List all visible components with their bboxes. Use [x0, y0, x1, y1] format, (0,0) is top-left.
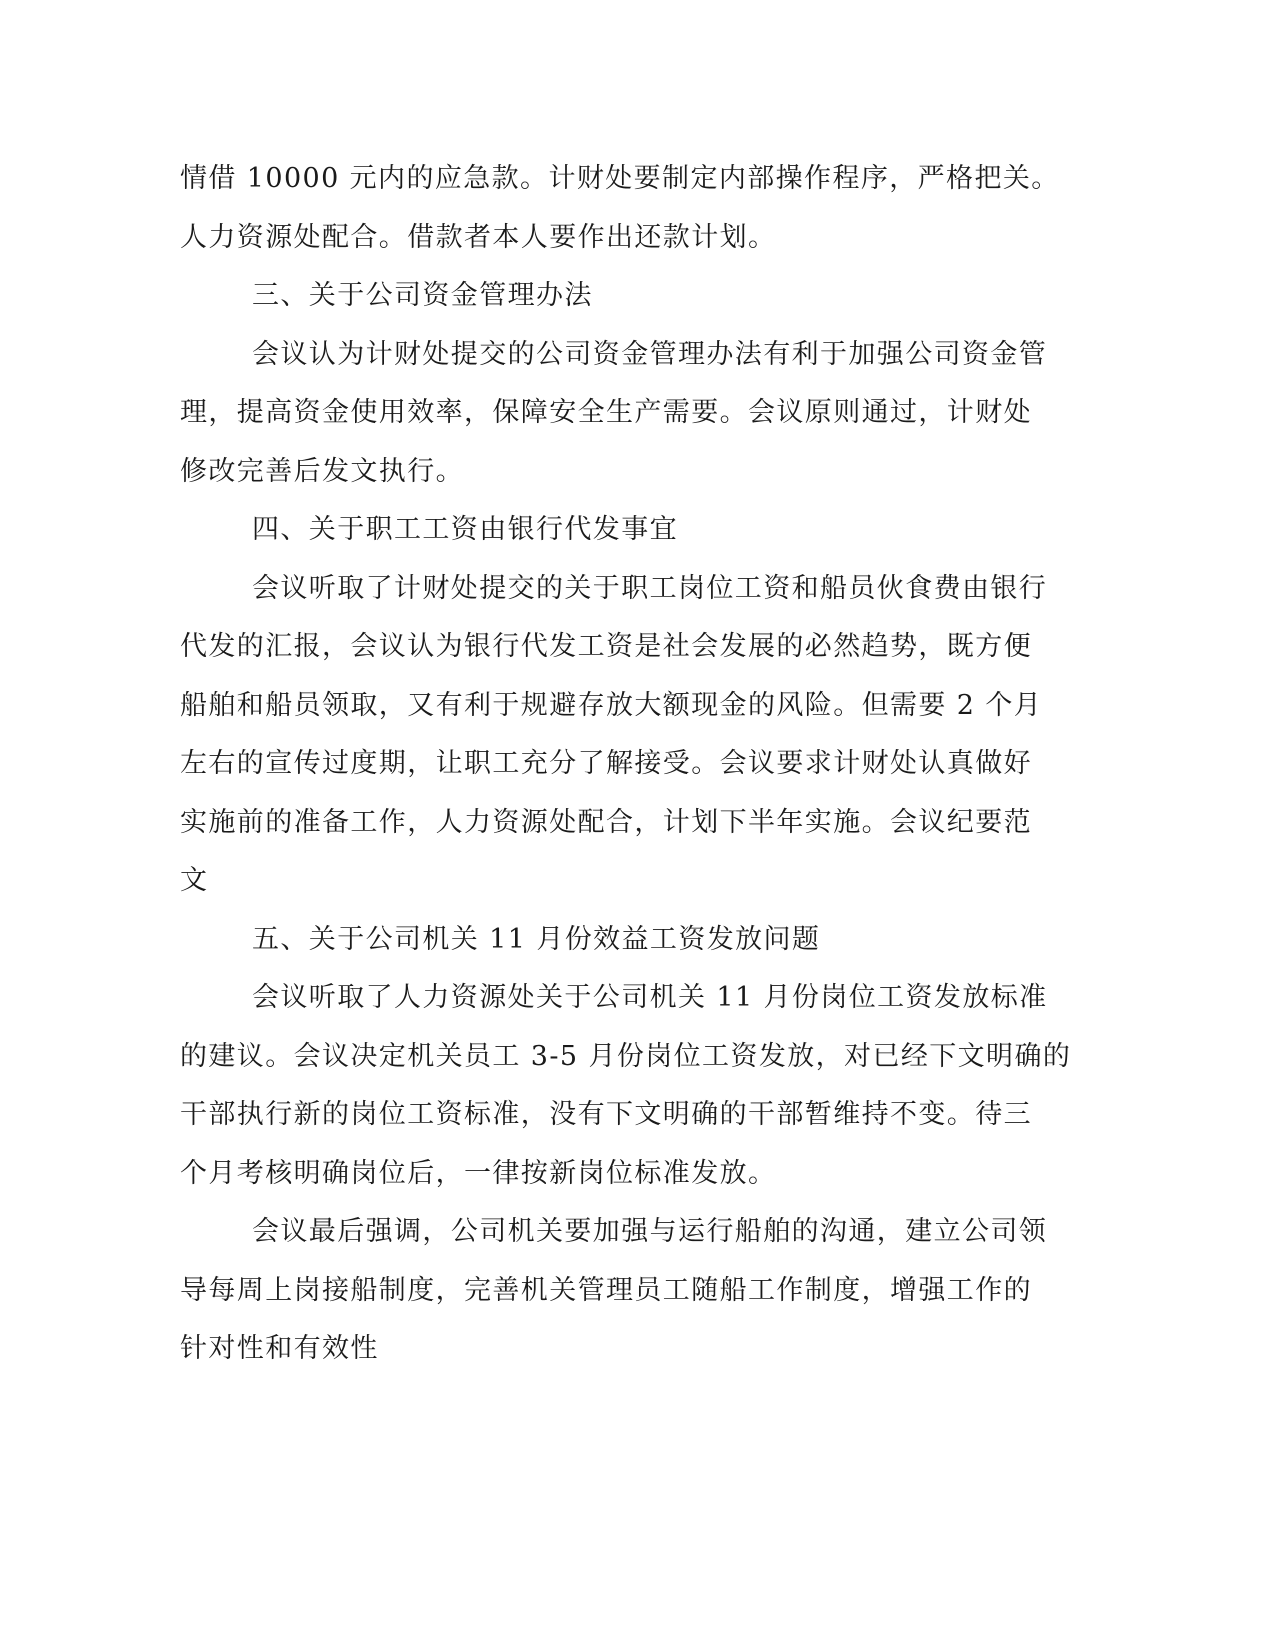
text-line: 会议认为计财处提交的公司资金管理办法有利于加强公司资金管	[252, 338, 1048, 370]
text-line: 会议听取了人力资源处关于公司机关 11 月份岗位工资发放标准	[252, 982, 1048, 1013]
text-line: 会议听取了计财处提交的关于职工岗位工资和船员伙食费由银行	[252, 572, 1048, 604]
text-line: 会议最后强调，公司机关要加强与运行船舶的沟通，建立公司领	[252, 1216, 1048, 1247]
text-line: 针对性和有效性	[180, 1333, 379, 1364]
text-line: 文	[180, 865, 209, 896]
text-line: 情借 10000 元内的应急款。计财处要制定内部操作程序，严格把关。	[180, 163, 1060, 194]
text-line: 干部执行新的岗位工资标准，没有下文明确的干部暂维持不变。待三	[180, 1099, 1032, 1130]
section-heading: 三、关于公司资金管理办法	[252, 280, 593, 311]
text-line: 代发的汇报，会议认为银行代发工资是社会发展的必然趋势，既方便	[180, 631, 1032, 662]
text-line: 修改完善后发文执行。	[180, 455, 464, 487]
text-line: 实施前的准备工作，人力资源处配合，计划下半年实施。会议纪要范	[180, 806, 1032, 838]
text-line: 的建议。会议决定机关员工 3-5 月份岗位工资发放，对已经下文明确的	[180, 1040, 1072, 1072]
text-line: 导每周上岗接船制度，完善机关管理员工随船工作制度，增强工作的	[180, 1274, 1032, 1306]
text-line: 个月考核明确岗位后，一律按新岗位标准发放。	[180, 1157, 777, 1189]
section-heading: 四、关于职工工资由银行代发事宜	[252, 514, 678, 545]
text-line: 人力资源处配合。借款者本人要作出还款计划。	[180, 221, 777, 253]
text-line: 船舶和船员领取，又有利于规避存放大额现金的风险。但需要 2 个月	[180, 689, 1043, 721]
text-line: 理，提高资金使用效率，保障安全生产需要。会议原则通过，计财处	[180, 397, 1032, 428]
text-line: 左右的宣传过度期，让职工充分了解接受。会议要求计财处认真做好	[180, 748, 1032, 779]
section-heading: 五、关于公司机关 11 月份效益工资发放问题	[252, 923, 821, 955]
document-body	[180, 150, 1072, 1379]
